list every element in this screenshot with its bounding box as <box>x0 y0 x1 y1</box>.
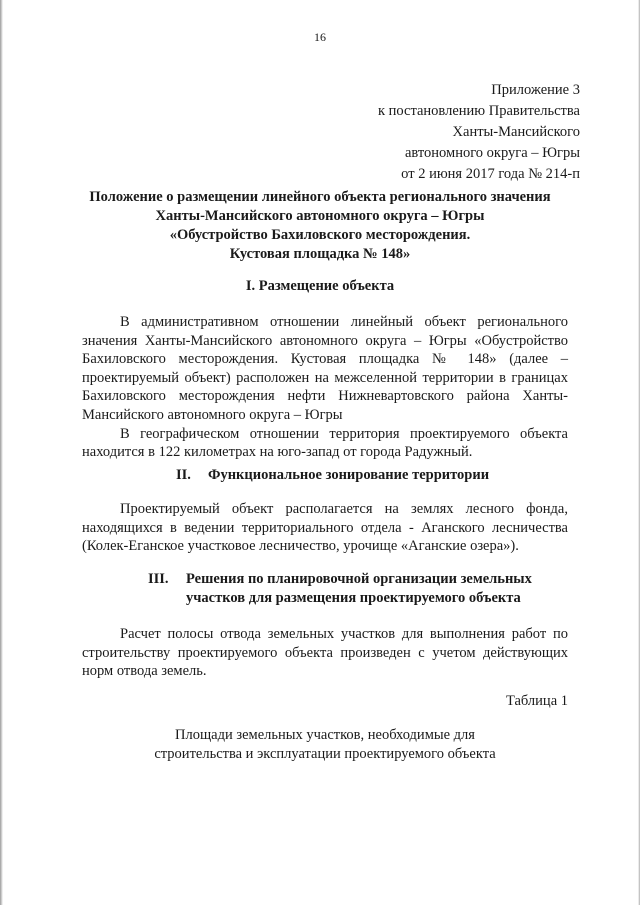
paragraph: Расчет полосы отвода земельных участков для выполнения работ по строительству проектируемого объекта произведен с учетом действующих норм отвода земель. <box>82 626 568 680</box>
paragraph: В географическом отношении территория проектируемого объекта находится в 122 километрах на юго-запад от города Радужный. <box>82 425 568 461</box>
section-title-line: участков для размещения проектируемого объекта <box>186 590 521 606</box>
table-label: Таблица 1 <box>505 693 568 709</box>
section-number: II. <box>176 467 191 483</box>
title-line: Ханты-Мансийского автономного округа – Югры <box>155 208 485 224</box>
paragraph: Проектируемый объект располагается на землях лесного фонда, находящихся в ведении территориального отдела - Аганского лесничества (Колек-Еганское участковое лесничество, урочище «Аганские озера»). <box>82 501 568 555</box>
page-number: 16 <box>314 30 326 44</box>
section-title-line: Решения по планировочной организации земельных <box>186 571 532 587</box>
caption-line: строительства и эксплуатации проектируемого объекта <box>154 746 496 762</box>
table-caption <box>82 726 568 764</box>
section-3-body <box>82 625 568 681</box>
appendix-line: Приложение 3 <box>491 82 580 98</box>
title-line: Положение о размещении линейного объекта регионального значения <box>89 189 551 205</box>
section-number: III. <box>148 571 169 587</box>
appendix-line: к постановлению Правительства <box>378 103 580 119</box>
title-line: «Обустройство Бахиловского месторождения. <box>169 227 471 243</box>
section-heading-3 <box>148 570 532 608</box>
scan-edge-left <box>0 0 3 905</box>
appendix-line: от 2 июня 2017 года № 214-п <box>401 166 580 182</box>
appendix-line: автономного округа – Югры <box>404 145 580 161</box>
title-line: Кустовая площадка № 148» <box>229 246 411 262</box>
section-heading-1: I. Размещение объекта <box>245 278 395 294</box>
caption-line: Площади земельных участков, необходимые для <box>175 727 475 743</box>
appendix-block <box>378 80 580 185</box>
section-1-body <box>82 313 568 462</box>
appendix-line: Ханты-Мансийского <box>452 124 580 140</box>
document-title <box>60 188 580 264</box>
section-2-body <box>82 500 568 556</box>
section-title: Функциональное зонирование территории <box>208 467 490 483</box>
section-heading-2 <box>176 466 489 485</box>
paragraph: В административном отношении линейный объект регионального значения Ханты-Мансийского автономного округа – Югры «Обустройство Бахиловского месторождения. Кустовая площадка № 148» (далее – проектируемый объект) расположен на межселенной территории в границах Бахиловского месторождения нефти Нижневартовского района Ханты-Мансийского автономного округа – Югры <box>82 314 568 423</box>
